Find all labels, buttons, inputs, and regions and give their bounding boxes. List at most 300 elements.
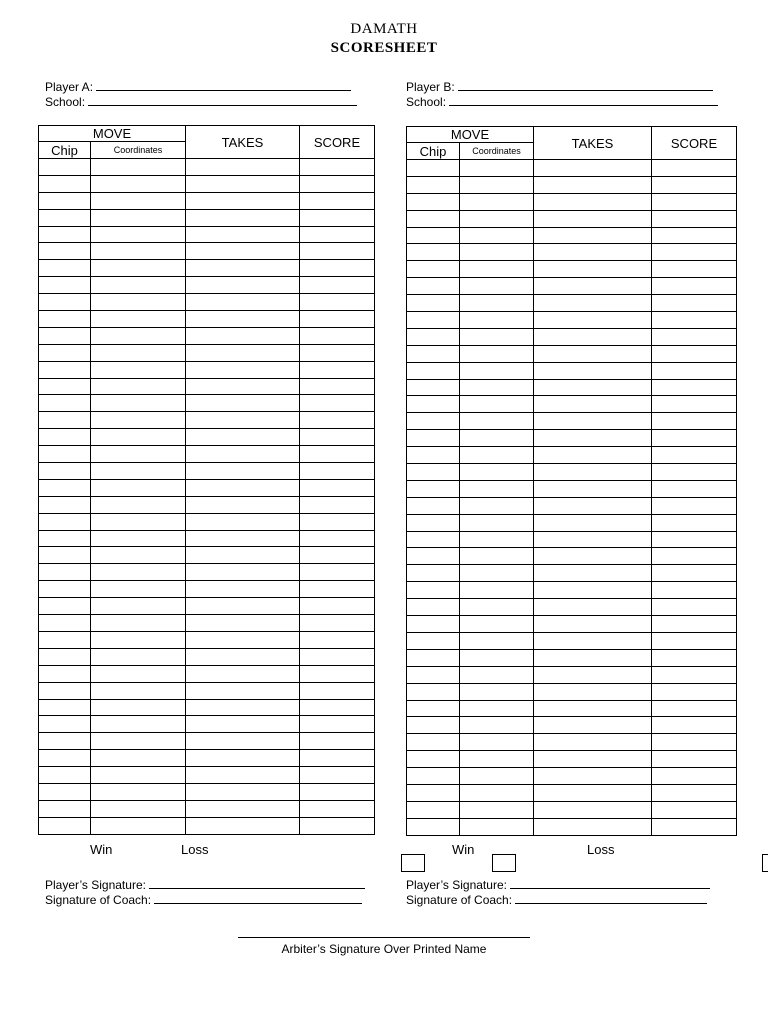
coordinates-cell[interactable]	[460, 480, 534, 497]
takes-cell[interactable]	[534, 244, 652, 261]
coordinates-cell[interactable]	[460, 818, 534, 835]
chip-cell[interactable]	[39, 192, 91, 209]
takes-cell[interactable]	[186, 581, 300, 598]
takes-cell[interactable]	[534, 801, 652, 818]
chip-cell[interactable]	[407, 160, 460, 177]
chip-cell[interactable]	[39, 699, 91, 716]
chip-cell[interactable]	[407, 413, 460, 430]
player-signature-b-field[interactable]	[406, 877, 710, 892]
score-cell[interactable]	[300, 750, 375, 767]
takes-cell[interactable]	[534, 632, 652, 649]
coordinates-cell[interactable]	[460, 210, 534, 227]
score-cell[interactable]	[300, 615, 375, 632]
takes-cell[interactable]	[186, 294, 300, 311]
takes-cell[interactable]	[186, 716, 300, 733]
chip-cell[interactable]	[39, 327, 91, 344]
score-cell[interactable]	[300, 733, 375, 750]
coordinates-cell[interactable]	[91, 547, 186, 564]
score-cell[interactable]	[652, 548, 737, 565]
chip-cell[interactable]	[407, 362, 460, 379]
score-cell[interactable]	[652, 531, 737, 548]
takes-cell[interactable]	[186, 800, 300, 817]
coordinates-cell[interactable]	[460, 176, 534, 193]
takes-cell[interactable]	[534, 734, 652, 751]
takes-cell[interactable]	[534, 666, 652, 683]
coordinates-cell[interactable]	[91, 277, 186, 294]
score-cell[interactable]	[652, 396, 737, 413]
score-cell[interactable]	[652, 210, 737, 227]
player-a-field[interactable]	[45, 79, 351, 94]
coordinates-cell[interactable]	[460, 312, 534, 329]
takes-cell[interactable]	[186, 648, 300, 665]
coordinates-cell[interactable]	[91, 446, 186, 463]
score-cell[interactable]	[652, 734, 737, 751]
school-b-field[interactable]	[406, 94, 718, 109]
coordinates-cell[interactable]	[91, 311, 186, 328]
chip-cell[interactable]	[407, 193, 460, 210]
chip-cell[interactable]	[407, 497, 460, 514]
coordinates-cell[interactable]	[91, 699, 186, 716]
chip-cell[interactable]	[39, 513, 91, 530]
score-cell[interactable]	[300, 665, 375, 682]
coordinates-cell[interactable]	[91, 226, 186, 243]
takes-cell[interactable]	[186, 159, 300, 176]
chip-cell[interactable]	[407, 396, 460, 413]
chip-cell[interactable]	[407, 312, 460, 329]
takes-cell[interactable]	[186, 209, 300, 226]
score-cell[interactable]	[300, 175, 375, 192]
takes-cell[interactable]	[186, 598, 300, 615]
chip-cell[interactable]	[407, 227, 460, 244]
coordinates-cell[interactable]	[91, 192, 186, 209]
takes-cell[interactable]	[186, 277, 300, 294]
chip-cell[interactable]	[39, 294, 91, 311]
takes-cell[interactable]	[186, 496, 300, 513]
coordinates-cell[interactable]	[460, 514, 534, 531]
chip-cell[interactable]	[407, 210, 460, 227]
score-cell[interactable]	[300, 311, 375, 328]
score-cell[interactable]	[300, 463, 375, 480]
score-cell[interactable]	[300, 209, 375, 226]
coordinates-cell[interactable]	[91, 327, 186, 344]
score-cell[interactable]	[652, 413, 737, 430]
chip-cell[interactable]	[407, 582, 460, 599]
score-cell[interactable]	[300, 378, 375, 395]
score-cell[interactable]	[300, 260, 375, 277]
chip-cell[interactable]	[407, 649, 460, 666]
coordinates-cell[interactable]	[460, 784, 534, 801]
chip-cell[interactable]	[407, 244, 460, 261]
score-cell[interactable]	[300, 243, 375, 260]
coordinates-cell[interactable]	[460, 768, 534, 785]
coordinates-cell[interactable]	[91, 513, 186, 530]
score-cell[interactable]	[652, 717, 737, 734]
takes-cell[interactable]	[186, 733, 300, 750]
score-cell[interactable]	[652, 362, 737, 379]
takes-cell[interactable]	[534, 717, 652, 734]
takes-cell[interactable]	[534, 193, 652, 210]
takes-cell[interactable]	[186, 817, 300, 834]
win-checkbox-b[interactable]	[401, 854, 425, 872]
chip-cell[interactable]	[39, 446, 91, 463]
chip-cell[interactable]	[39, 530, 91, 547]
takes-cell[interactable]	[534, 396, 652, 413]
score-cell[interactable]	[300, 716, 375, 733]
chip-cell[interactable]	[407, 717, 460, 734]
score-cell[interactable]	[300, 767, 375, 784]
coordinates-cell[interactable]	[460, 362, 534, 379]
coordinates-cell[interactable]	[460, 244, 534, 261]
chip-cell[interactable]	[39, 429, 91, 446]
chip-cell[interactable]	[39, 209, 91, 226]
chip-cell[interactable]	[39, 631, 91, 648]
coordinates-cell[interactable]	[91, 581, 186, 598]
coordinates-cell[interactable]	[91, 463, 186, 480]
chip-cell[interactable]	[39, 783, 91, 800]
coordinates-cell[interactable]	[91, 631, 186, 648]
takes-cell[interactable]	[534, 818, 652, 835]
score-cell[interactable]	[652, 464, 737, 481]
coordinates-cell[interactable]	[91, 159, 186, 176]
takes-cell[interactable]	[186, 665, 300, 682]
chip-cell[interactable]	[407, 565, 460, 582]
score-cell[interactable]	[652, 514, 737, 531]
coach-signature-b-field[interactable]	[406, 892, 707, 907]
coordinates-cell[interactable]	[460, 278, 534, 295]
player-b-field[interactable]	[406, 79, 713, 94]
score-cell[interactable]	[652, 328, 737, 345]
chip-cell[interactable]	[407, 278, 460, 295]
coordinates-cell[interactable]	[91, 665, 186, 682]
chip-cell[interactable]	[407, 531, 460, 548]
score-cell[interactable]	[300, 192, 375, 209]
takes-cell[interactable]	[534, 345, 652, 362]
coordinates-cell[interactable]	[91, 564, 186, 581]
chip-cell[interactable]	[407, 514, 460, 531]
score-cell[interactable]	[300, 648, 375, 665]
chip-cell[interactable]	[39, 378, 91, 395]
coordinates-cell[interactable]	[460, 413, 534, 430]
chip-cell[interactable]	[39, 260, 91, 277]
chip-cell[interactable]	[39, 733, 91, 750]
coach-signature-a-field[interactable]	[45, 892, 362, 907]
coordinates-cell[interactable]	[91, 175, 186, 192]
takes-cell[interactable]	[534, 497, 652, 514]
coordinates-cell[interactable]	[460, 295, 534, 312]
score-cell[interactable]	[652, 666, 737, 683]
coordinates-cell[interactable]	[91, 817, 186, 834]
chip-cell[interactable]	[407, 430, 460, 447]
score-cell[interactable]	[652, 345, 737, 362]
takes-cell[interactable]	[186, 226, 300, 243]
coordinates-cell[interactable]	[91, 716, 186, 733]
takes-cell[interactable]	[534, 784, 652, 801]
takes-cell[interactable]	[186, 327, 300, 344]
chip-cell[interactable]	[39, 581, 91, 598]
score-cell[interactable]	[652, 160, 737, 177]
coordinates-cell[interactable]	[91, 767, 186, 784]
coordinates-cell[interactable]	[91, 429, 186, 446]
score-cell[interactable]	[300, 159, 375, 176]
coordinates-cell[interactable]	[91, 361, 186, 378]
score-cell[interactable]	[652, 700, 737, 717]
takes-cell[interactable]	[186, 783, 300, 800]
takes-cell[interactable]	[186, 175, 300, 192]
chip-cell[interactable]	[39, 344, 91, 361]
chip-cell[interactable]	[407, 734, 460, 751]
chip-cell[interactable]	[407, 768, 460, 785]
takes-cell[interactable]	[534, 480, 652, 497]
takes-cell[interactable]	[186, 243, 300, 260]
score-cell[interactable]	[652, 379, 737, 396]
takes-cell[interactable]	[186, 446, 300, 463]
coordinates-cell[interactable]	[460, 616, 534, 633]
takes-cell[interactable]	[186, 192, 300, 209]
coordinates-cell[interactable]	[460, 683, 534, 700]
chip-cell[interactable]	[39, 226, 91, 243]
arbiter-signature-line[interactable]	[238, 937, 530, 938]
takes-cell[interactable]	[186, 395, 300, 412]
coordinates-cell[interactable]	[460, 700, 534, 717]
score-cell[interactable]	[652, 497, 737, 514]
score-cell[interactable]	[652, 616, 737, 633]
score-cell[interactable]	[652, 447, 737, 464]
coordinates-cell[interactable]	[460, 261, 534, 278]
coordinates-cell[interactable]	[91, 750, 186, 767]
takes-cell[interactable]	[186, 429, 300, 446]
takes-cell[interactable]	[186, 412, 300, 429]
takes-cell[interactable]	[534, 514, 652, 531]
coordinates-cell[interactable]	[91, 479, 186, 496]
takes-cell[interactable]	[534, 768, 652, 785]
score-cell[interactable]	[652, 176, 737, 193]
takes-cell[interactable]	[534, 683, 652, 700]
coordinates-cell[interactable]	[91, 260, 186, 277]
chip-cell[interactable]	[407, 683, 460, 700]
takes-cell[interactable]	[186, 631, 300, 648]
chip-cell[interactable]	[39, 547, 91, 564]
chip-cell[interactable]	[39, 311, 91, 328]
takes-cell[interactable]	[534, 751, 652, 768]
chip-cell[interactable]	[39, 175, 91, 192]
score-cell[interactable]	[652, 649, 737, 666]
takes-cell[interactable]	[534, 616, 652, 633]
coordinates-cell[interactable]	[460, 447, 534, 464]
chip-cell[interactable]	[407, 345, 460, 362]
coordinates-cell[interactable]	[460, 801, 534, 818]
takes-cell[interactable]	[534, 278, 652, 295]
takes-cell[interactable]	[186, 311, 300, 328]
score-cell[interactable]	[300, 277, 375, 294]
score-cell[interactable]	[300, 479, 375, 496]
coordinates-cell[interactable]	[460, 548, 534, 565]
score-cell[interactable]	[300, 429, 375, 446]
takes-cell[interactable]	[534, 160, 652, 177]
takes-cell[interactable]	[186, 547, 300, 564]
score-cell[interactable]	[300, 361, 375, 378]
coordinates-cell[interactable]	[460, 396, 534, 413]
chip-cell[interactable]	[39, 361, 91, 378]
coordinates-cell[interactable]	[91, 648, 186, 665]
score-cell[interactable]	[652, 244, 737, 261]
coordinates-cell[interactable]	[460, 160, 534, 177]
takes-cell[interactable]	[534, 379, 652, 396]
coordinates-cell[interactable]	[91, 243, 186, 260]
chip-cell[interactable]	[407, 599, 460, 616]
chip-cell[interactable]	[407, 480, 460, 497]
takes-cell[interactable]	[186, 750, 300, 767]
coordinates-cell[interactable]	[91, 378, 186, 395]
chip-cell[interactable]	[39, 395, 91, 412]
chip-cell[interactable]	[39, 800, 91, 817]
score-cell[interactable]	[300, 513, 375, 530]
takes-cell[interactable]	[534, 312, 652, 329]
takes-cell[interactable]	[186, 530, 300, 547]
score-cell[interactable]	[652, 632, 737, 649]
chip-cell[interactable]	[407, 751, 460, 768]
chip-cell[interactable]	[39, 277, 91, 294]
score-cell[interactable]	[300, 682, 375, 699]
score-cell[interactable]	[652, 295, 737, 312]
score-cell[interactable]	[652, 801, 737, 818]
score-cell[interactable]	[652, 278, 737, 295]
chip-cell[interactable]	[39, 682, 91, 699]
score-cell[interactable]	[652, 430, 737, 447]
score-cell[interactable]	[652, 751, 737, 768]
takes-cell[interactable]	[534, 227, 652, 244]
chip-cell[interactable]	[407, 548, 460, 565]
coordinates-cell[interactable]	[91, 209, 186, 226]
score-cell[interactable]	[652, 261, 737, 278]
takes-cell[interactable]	[534, 413, 652, 430]
score-cell[interactable]	[300, 631, 375, 648]
score-cell[interactable]	[300, 496, 375, 513]
chip-cell[interactable]	[407, 616, 460, 633]
score-cell[interactable]	[300, 327, 375, 344]
coordinates-cell[interactable]	[91, 496, 186, 513]
score-cell[interactable]	[652, 768, 737, 785]
coordinates-cell[interactable]	[91, 344, 186, 361]
player-signature-a-field[interactable]	[45, 877, 365, 892]
coordinates-cell[interactable]	[91, 294, 186, 311]
coordinates-cell[interactable]	[460, 734, 534, 751]
coordinates-cell[interactable]	[91, 530, 186, 547]
takes-cell[interactable]	[186, 463, 300, 480]
chip-cell[interactable]	[39, 817, 91, 834]
chip-cell[interactable]	[407, 632, 460, 649]
takes-cell[interactable]	[534, 582, 652, 599]
coordinates-cell[interactable]	[91, 615, 186, 632]
chip-cell[interactable]	[407, 666, 460, 683]
chip-cell[interactable]	[39, 615, 91, 632]
coordinates-cell[interactable]	[91, 800, 186, 817]
chip-cell[interactable]	[407, 700, 460, 717]
chip-cell[interactable]	[39, 564, 91, 581]
score-cell[interactable]	[652, 784, 737, 801]
chip-cell[interactable]	[407, 784, 460, 801]
score-cell[interactable]	[300, 564, 375, 581]
takes-cell[interactable]	[534, 447, 652, 464]
score-cell[interactable]	[300, 226, 375, 243]
coordinates-cell[interactable]	[460, 227, 534, 244]
coordinates-cell[interactable]	[460, 531, 534, 548]
takes-cell[interactable]	[186, 344, 300, 361]
coordinates-cell[interactable]	[91, 395, 186, 412]
chip-cell[interactable]	[407, 801, 460, 818]
coordinates-cell[interactable]	[460, 328, 534, 345]
chip-cell[interactable]	[39, 159, 91, 176]
chip-cell[interactable]	[39, 665, 91, 682]
chip-cell[interactable]	[39, 598, 91, 615]
school-a-field[interactable]	[45, 94, 357, 109]
coordinates-cell[interactable]	[460, 464, 534, 481]
coordinates-cell[interactable]	[460, 497, 534, 514]
score-cell[interactable]	[300, 598, 375, 615]
takes-cell[interactable]	[186, 513, 300, 530]
takes-cell[interactable]	[186, 260, 300, 277]
score-cell[interactable]	[300, 800, 375, 817]
coordinates-cell[interactable]	[91, 682, 186, 699]
takes-cell[interactable]	[186, 699, 300, 716]
coordinates-cell[interactable]	[460, 632, 534, 649]
coordinates-cell[interactable]	[91, 598, 186, 615]
score-cell[interactable]	[652, 312, 737, 329]
coordinates-cell[interactable]	[460, 649, 534, 666]
score-cell[interactable]	[300, 294, 375, 311]
score-cell[interactable]	[652, 227, 737, 244]
takes-cell[interactable]	[534, 548, 652, 565]
chip-cell[interactable]	[39, 463, 91, 480]
chip-cell[interactable]	[407, 464, 460, 481]
score-cell[interactable]	[652, 582, 737, 599]
coordinates-cell[interactable]	[460, 582, 534, 599]
score-cell[interactable]	[652, 599, 737, 616]
extra-checkbox[interactable]	[762, 854, 768, 872]
takes-cell[interactable]	[534, 210, 652, 227]
coordinates-cell[interactable]	[460, 430, 534, 447]
score-cell[interactable]	[652, 683, 737, 700]
takes-cell[interactable]	[534, 430, 652, 447]
chip-cell[interactable]	[407, 818, 460, 835]
coordinates-cell[interactable]	[460, 193, 534, 210]
takes-cell[interactable]	[534, 565, 652, 582]
score-cell[interactable]	[300, 530, 375, 547]
takes-cell[interactable]	[186, 479, 300, 496]
takes-cell[interactable]	[186, 378, 300, 395]
coordinates-cell[interactable]	[460, 751, 534, 768]
score-cell[interactable]	[300, 581, 375, 598]
score-cell[interactable]	[300, 783, 375, 800]
coordinates-cell[interactable]	[460, 379, 534, 396]
chip-cell[interactable]	[39, 750, 91, 767]
chip-cell[interactable]	[39, 243, 91, 260]
chip-cell[interactable]	[39, 412, 91, 429]
chip-cell[interactable]	[39, 716, 91, 733]
chip-cell[interactable]	[39, 767, 91, 784]
chip-cell[interactable]	[39, 496, 91, 513]
coordinates-cell[interactable]	[460, 345, 534, 362]
takes-cell[interactable]	[534, 261, 652, 278]
coordinates-cell[interactable]	[460, 666, 534, 683]
takes-cell[interactable]	[534, 328, 652, 345]
score-cell[interactable]	[300, 817, 375, 834]
chip-cell[interactable]	[407, 261, 460, 278]
score-cell[interactable]	[652, 565, 737, 582]
chip-cell[interactable]	[407, 328, 460, 345]
coordinates-cell[interactable]	[91, 783, 186, 800]
takes-cell[interactable]	[186, 767, 300, 784]
score-cell[interactable]	[300, 446, 375, 463]
